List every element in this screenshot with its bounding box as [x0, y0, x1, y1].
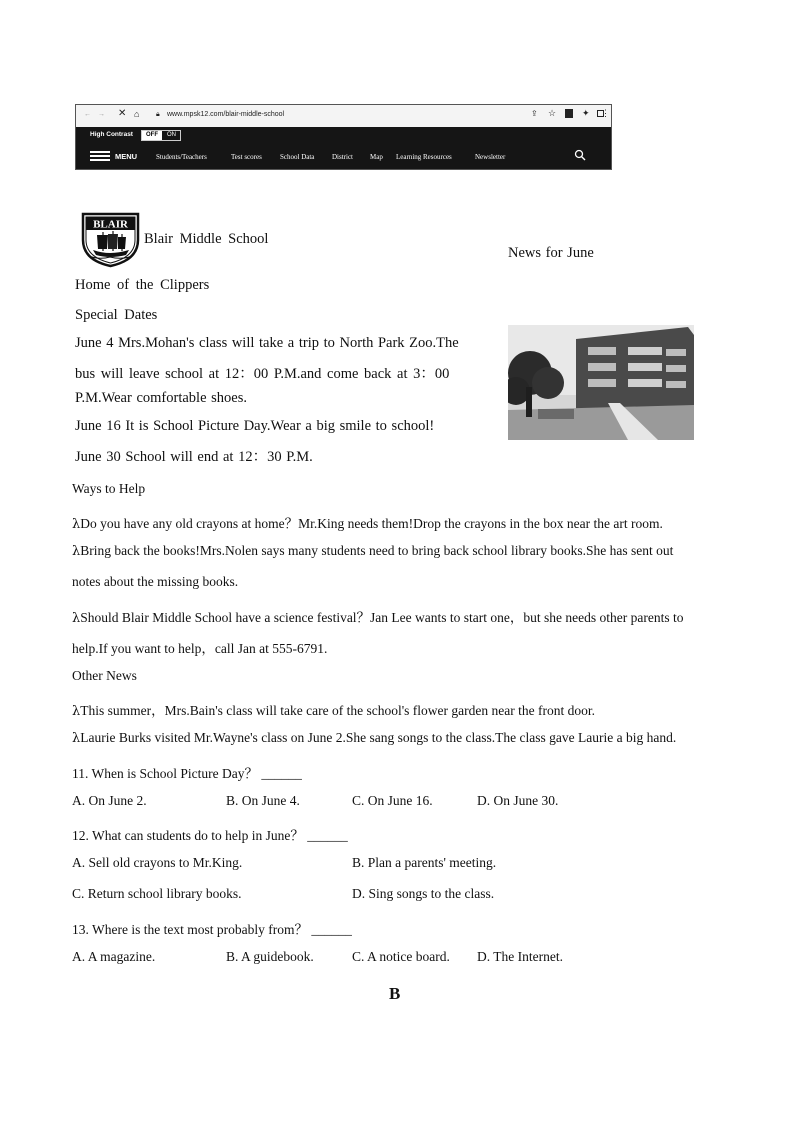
- address-bar: [76, 105, 611, 127]
- bullet-icon: λ: [72, 544, 81, 559]
- school-building-photo: [508, 325, 694, 440]
- q12-option-d: D. Sing songs to the class.: [352, 886, 495, 901]
- other-news-heading: Other News: [72, 668, 137, 683]
- special-dates-line: P.M.Wear comfortable shoes.: [75, 390, 247, 406]
- share-icon: ⇪: [531, 109, 538, 118]
- high-contrast-toggle[interactable]: [141, 130, 181, 141]
- q12-option-c: C. Return school library books.: [72, 886, 242, 901]
- url-text: www.mpsk12.com/blair-middle-school: [167, 111, 285, 118]
- bullet-icon: λ: [72, 517, 81, 532]
- toggle-on: ON: [167, 132, 176, 138]
- nav-test-scores[interactable]: Test scores: [231, 153, 262, 161]
- nav-school-data[interactable]: School Data: [280, 153, 315, 161]
- news-for-june: News for June: [508, 245, 594, 261]
- news-item: λThis summer，Mrs.Bain's class will take care of the school's flower garden near the front door.: [72, 703, 595, 719]
- question-12: 12. What can students do to help in June？ ______: [72, 828, 348, 843]
- nav-map[interactable]: Map: [370, 153, 383, 161]
- q13-option-a: A. A magazine.: [72, 949, 156, 964]
- nav-students-teachers[interactable]: Students/Teachers: [156, 153, 207, 161]
- special-dates-line: bus will leave school at 12：00 P.M.and come back at 3：00: [75, 366, 450, 382]
- news-item: λLaurie Burks visited Mr.Wayne's class on June 2.She sang songs to the class.The class gave Laurie a big hand.: [72, 730, 677, 746]
- bullet-icon: λ: [72, 704, 81, 719]
- site-header: [76, 127, 611, 170]
- q13-option-d: D. The Internet.: [477, 949, 563, 964]
- help-item: λDo you have any old crayons at home？Mr.King needs them!Drop the crayons in the box near the art room.: [72, 516, 663, 532]
- q11-option-a: A. On June 2.: [72, 793, 147, 808]
- menu-label[interactable]: MENU: [115, 152, 138, 161]
- help-item-continued: help.If you want to help，call Jan at 555-6791.: [72, 641, 328, 656]
- extension-icon: [565, 109, 573, 118]
- logo-text: BLAIR: [93, 218, 128, 231]
- q11-option-c: C. On June 16.: [352, 793, 433, 808]
- q12-option-a: A. Sell old crayons to Mr.King.: [72, 855, 243, 870]
- search-icon[interactable]: [574, 149, 586, 161]
- toggle-off: OFF: [142, 131, 162, 140]
- question-11: 11. When is School Picture Day？ ______: [72, 766, 302, 781]
- q13-option-b: B. A guidebook.: [226, 949, 314, 964]
- question-13: 13. Where is the text most probably from？ ______: [72, 922, 352, 937]
- more-icon: ⋮: [601, 108, 610, 118]
- nav-district[interactable]: District: [332, 153, 353, 161]
- home-icon: ⌂: [134, 109, 140, 119]
- star-icon: ☆: [548, 108, 557, 118]
- q11-option-b: B. On June 4.: [226, 793, 300, 808]
- special-dates-heading: Special Dates: [75, 307, 158, 323]
- help-item: λBring back the books!Mrs.Nolen says many students need to bring back school library books.She has sent out: [72, 543, 674, 559]
- forward-arrow-icon: →: [98, 111, 105, 118]
- help-item-continued: notes about the missing books.: [72, 574, 239, 589]
- special-dates-line: June 30 School will end at 12：30 P.M.: [75, 449, 313, 465]
- special-dates-line: June 16 It is School Picture Day.Wear a big smile to school!: [75, 418, 435, 434]
- menu-icon[interactable]: [90, 151, 110, 161]
- q13-option-c: C. A notice board.: [352, 949, 450, 964]
- special-dates-line: June 4 Mrs.Mohan's class will take a trip to North Park Zoo.The: [75, 335, 459, 351]
- high-contrast-label: High Contrast: [90, 131, 133, 138]
- school-name: Blair Middle School: [144, 231, 269, 247]
- help-item: λShould Blair Middle School have a science festival？Jan Lee wants to start one，but she needs other parents to: [72, 610, 684, 626]
- ways-to-help-heading: Ways to Help: [72, 481, 146, 496]
- section-b-label: B: [389, 984, 401, 1003]
- q11-option-d: D. On June 30.: [477, 793, 559, 808]
- bullet-icon: λ: [72, 611, 81, 626]
- back-arrow-icon: ←: [84, 111, 91, 118]
- puzzle-icon: ✦: [582, 108, 590, 118]
- website-screenshot: [75, 104, 612, 170]
- blair-logo: [77, 210, 144, 268]
- close-icon: ✕: [118, 108, 127, 119]
- bullet-icon: λ: [72, 731, 81, 746]
- lock-icon: 🔒︎: [156, 111, 160, 118]
- q12-option-b: B. Plan a parents' meeting.: [352, 855, 497, 870]
- nav-learning-resources[interactable]: Learning Resources: [396, 153, 452, 161]
- tagline: Home of the Clippers: [75, 277, 210, 293]
- nav-newsletter[interactable]: Newsletter: [475, 153, 506, 161]
